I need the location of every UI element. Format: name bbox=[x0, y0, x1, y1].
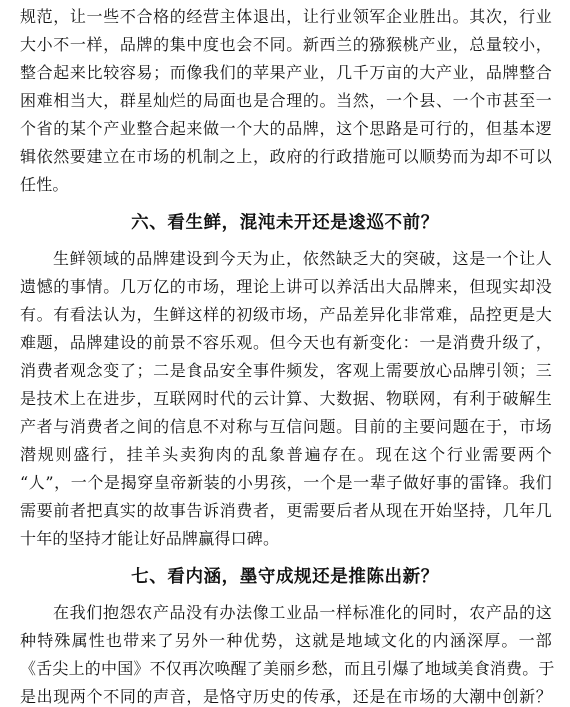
paragraph-line: 在我们抱怨农产品没有办法像工业品一样标准化的同时，农产品的这 bbox=[53, 603, 552, 622]
paragraph-line: 个省的某个产业整合起来做一个大的品牌，这个思路是可行的，但基本逻 bbox=[20, 119, 552, 138]
paragraph-line: 种特殊属性也带来了另外一种优势，这就是地域文化的内涵深厚。一部 bbox=[20, 631, 552, 650]
paragraph-line: 生鲜领域的品牌建设到今天为止，依然缺乏大的突破，这是一个让人 bbox=[53, 249, 552, 268]
paragraph-line: 困难相当大，群星灿烂的局面也是合理的。当然，一个县、一个市甚至一 bbox=[20, 91, 552, 110]
section-heading: 七、看内涵，墨守成规还是推陈出新？ bbox=[131, 567, 439, 587]
paragraph-line: 是技术上在进步，互联网时代的云计算、大数据、物联网，有利于破解生 bbox=[20, 389, 552, 408]
paragraph-line: 难题，品牌建设的前景不容乐观。但今天也有新变化：一是消费升级了， bbox=[20, 333, 552, 352]
paragraph-line: 任性。 bbox=[20, 175, 69, 194]
paragraph-line: 十年的坚持才能让好品牌赢得口碑。 bbox=[20, 529, 280, 548]
section-heading: 六、看生鲜，混沌未开还是逡巡不前？ bbox=[131, 213, 439, 233]
paragraph-line: 产者与消费者之间的信息不对称与互信问题。目前的主要问题在于，市场 bbox=[20, 417, 552, 436]
paragraph-line: 规范，让一些不合格的经营主体退出，让行业领军企业胜出。其次，行业 bbox=[20, 7, 552, 26]
paragraph-line: 消费者观念变了；二是食品安全事件频发，客观上需要放心品牌引领；三 bbox=[20, 361, 552, 380]
paragraph-line: 整合起来比较容易；而像我们的苹果产业，几千万亩的大产业，品牌整合 bbox=[20, 63, 552, 82]
paragraph-line: 辑依然要建立在市场的机制之上，政府的行政措施可以顺势而为却不可以 bbox=[20, 147, 552, 166]
paragraph-line: 是出现两个不同的声音，是恪守历史的传承，还是在市场的大潮中创新？ bbox=[20, 687, 552, 706]
paragraph-line: 大小不一样，品牌的集中度也会不同。新西兰的猕猴桃产业，总量较小， bbox=[20, 35, 552, 54]
paragraph-line: 《舌尖上的中国》不仅再次唤醒了美丽乡愁，而且引爆了地域美食消费。于 bbox=[20, 659, 555, 678]
paragraph-line: 有。有看法认为，生鲜这样的初级市场，产品差异化非常难，品控更是大 bbox=[20, 305, 552, 324]
paragraph-line: 需要前者把真实的故事告诉消费者，更需要后者从现在开始坚持，几年几 bbox=[20, 501, 552, 520]
paragraph-line: “人”，一个是揭穿皇帝新装的小男孩，一个是一辈子做好事的雷锋。我们 bbox=[20, 473, 552, 492]
paragraph-line: 遗憾的事情。几万亿的市场，理论上讲可以养活出大品牌来，但现实却没 bbox=[20, 277, 552, 296]
paragraph-line: 潜规则盛行，挂羊头卖狗肉的乱象普遍存在。现在这个行业需要两个 bbox=[20, 445, 552, 464]
